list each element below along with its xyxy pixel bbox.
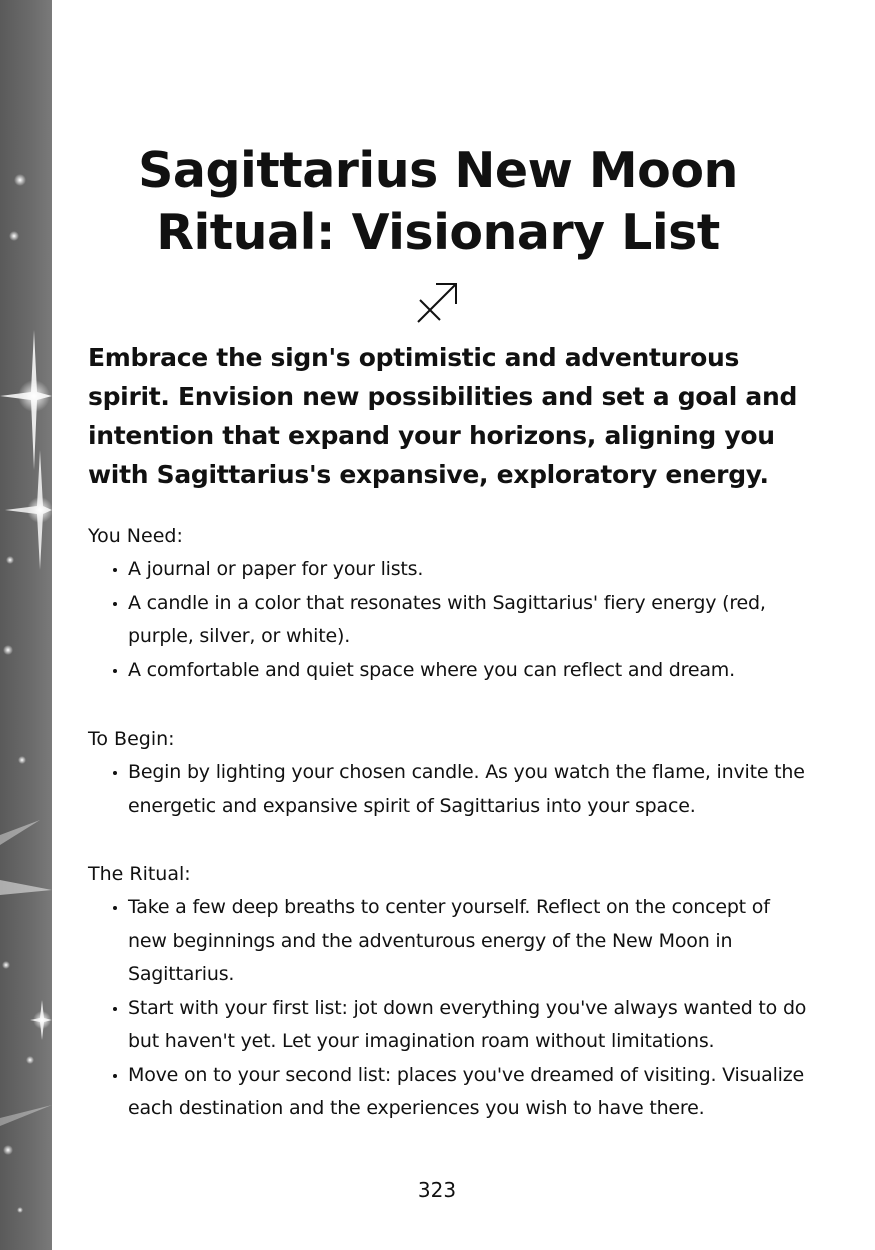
ritual-label: The Ritual:: [88, 863, 191, 885]
page-title: [88, 140, 788, 264]
intro-paragraph: Embrace the sign's optimistic and adventurous spirit. Envision new possibilities and set a goal and intention that expand your horizons, aligning you with Sagittarius's expansive, exploratory energy.: [88, 343, 798, 489]
ritual-section: [88, 857, 808, 1126]
list-item: A candle in a color that resonates with Sagittarius' fiery energy (red, purple, silver, or white).: [88, 587, 808, 654]
list-item: A journal or paper for your lists.: [88, 553, 808, 587]
to-begin-list: [88, 756, 808, 823]
list-item: Take a few deep breaths to center yourself. Reflect on the concept of new beginnings and the adventurous energy of the New Moon in Sagittarius.: [88, 891, 808, 992]
you-need-list: [88, 553, 808, 687]
to-begin-section: [88, 722, 808, 823]
ritual-list: [88, 891, 808, 1126]
decorative-star-strip: [0, 0, 52, 1250]
title-line-1: Sagittarius New Moon: [138, 142, 738, 199]
you-need-label: You Need:: [88, 525, 183, 547]
list-item: Move on to your second list: places you've dreamed of visiting. Visualize each destination and the experiences you wish to have there.: [88, 1059, 808, 1126]
list-item: Start with your first list: jot down everything you've always wanted to do but haven't yet. Let your imagination roam without limitations.: [88, 992, 808, 1059]
page-number: 323: [417, 1178, 457, 1202]
you-need-section: [88, 519, 808, 687]
page-content: [52, 0, 875, 1250]
to-begin-label: To Begin:: [88, 728, 175, 750]
sparkle-stars-icon: [0, 0, 52, 1250]
title-line-2: Ritual: Visionary List: [156, 204, 720, 261]
list-item: Begin by lighting your chosen candle. As you watch the flame, invite the energetic and expansive spirit of Sagittarius into your space.: [88, 756, 808, 823]
list-item: A comfortable and quiet space where you can reflect and dream.: [88, 654, 808, 688]
sagittarius-arrow-icon: [412, 278, 462, 328]
